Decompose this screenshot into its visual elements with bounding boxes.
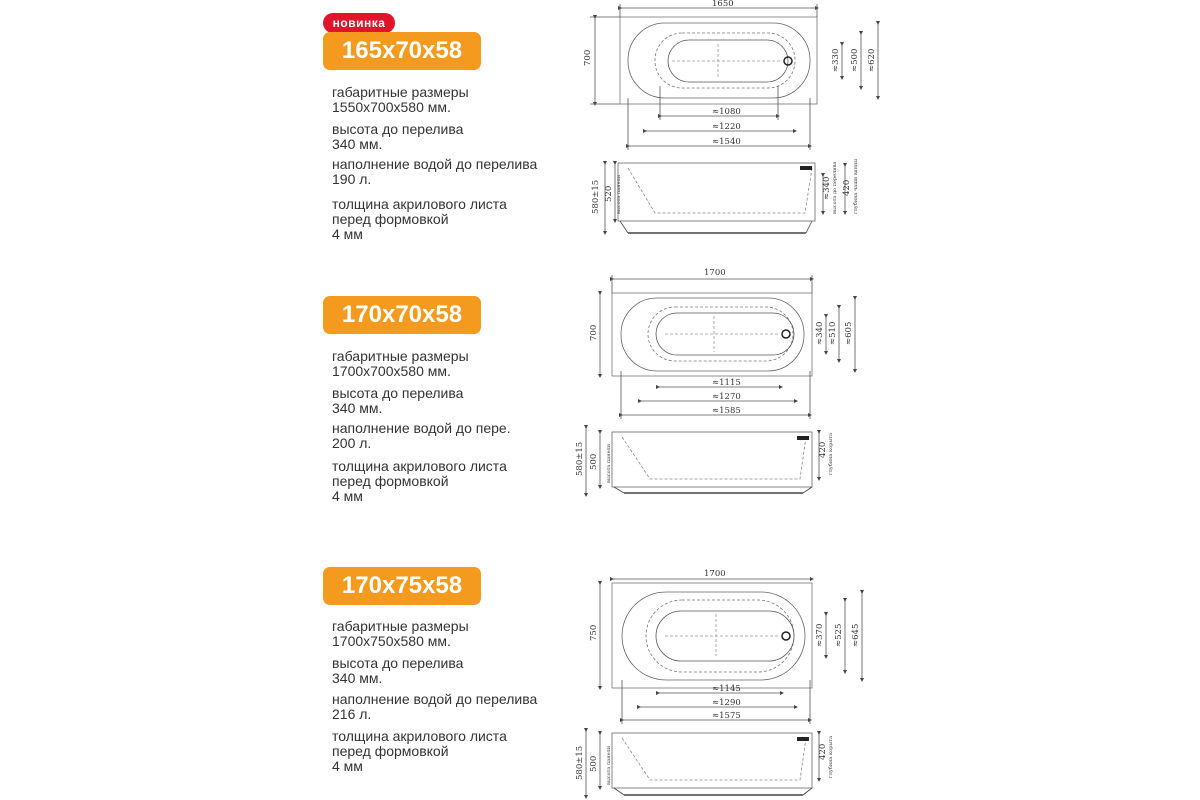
- spec-value: 4 мм: [332, 758, 363, 774]
- dimension-label: ≈645: [851, 623, 861, 647]
- spec-label: толщина акрилового листа: [332, 458, 507, 474]
- dim-length-3: 1700: [704, 569, 726, 579]
- dimension-label: ≈1585: [712, 406, 741, 416]
- spec-label: высота до перелива: [332, 655, 464, 671]
- spec-value: 340 мм.: [332, 670, 383, 686]
- spec-volume-2: [332, 421, 572, 451]
- spec-volume-3: [332, 692, 572, 722]
- spec-thickness-1: [332, 197, 572, 242]
- side-view-1: [591, 159, 859, 233]
- spec-value: 1700x700x580 мм.: [332, 363, 451, 379]
- dimension-label: ≈1220: [712, 122, 741, 132]
- side-view-3: [575, 730, 834, 797]
- spec-label: перед формовкой: [332, 473, 449, 489]
- dimension-label: 420: [842, 179, 852, 196]
- spec-value: 1550x700x580 мм.: [332, 99, 451, 115]
- spec-value: 200 л.: [332, 435, 372, 451]
- dimension-label: 500: [589, 453, 599, 470]
- dimension-label: ≈510: [828, 321, 838, 345]
- model-tag-1: 165x70x58: [323, 32, 481, 70]
- dimension-label: 580±15: [575, 745, 585, 780]
- dimension-label: ≈1080: [712, 107, 741, 117]
- dimension-label: высота панели: [606, 443, 612, 483]
- dim-width-3: 750: [589, 624, 599, 641]
- dimension-label: 520: [604, 185, 614, 202]
- dimension-label: ≈620: [867, 48, 877, 72]
- spec-label: перед формовкой: [332, 743, 449, 759]
- spec-label: высота до перелива: [332, 385, 464, 401]
- spec-label: толщина акрилового листа: [332, 728, 507, 744]
- spec-overflow-3: [332, 656, 572, 686]
- side-view-2: [575, 427, 834, 495]
- spec-value: 340 мм.: [332, 400, 383, 416]
- dimension-label: ≈1115: [712, 378, 741, 388]
- spec-label: наполнение водой до перелива: [332, 156, 538, 172]
- model-tag-3: 170x75x58: [323, 567, 481, 605]
- dimension-label: 500: [589, 755, 599, 772]
- technical-drawings: [560, 0, 880, 800]
- dimension-label: ≈340: [815, 321, 825, 345]
- spec-value: 4 мм: [332, 488, 363, 504]
- dimension-label: 580±15: [575, 441, 585, 476]
- spec-volume-1: [332, 157, 572, 187]
- dimension-label: ≈340: [822, 176, 832, 200]
- spec-label: высота до перелива: [332, 121, 464, 137]
- spec-value: 340 мм.: [332, 136, 383, 152]
- dimension-label: 580±15: [591, 179, 601, 214]
- top-view-3: [589, 569, 862, 724]
- dim-width-2: 700: [589, 324, 599, 341]
- model-tag-2: 170x70x58: [323, 296, 481, 334]
- dimension-label: ≈1270: [712, 392, 741, 402]
- dimension-label: ≈1145: [712, 684, 741, 694]
- spec-label: перед формовкой: [332, 211, 449, 227]
- spec-dimensions-3: [332, 619, 572, 649]
- dimension-label: высота до перелива: [832, 161, 838, 214]
- spec-thickness-3: [332, 729, 572, 774]
- dimension-label: 420: [818, 441, 828, 458]
- dimension-label: ≈370: [815, 623, 825, 647]
- dimension-label: ≈525: [834, 623, 844, 647]
- dimension-label: 420: [818, 743, 828, 760]
- dimension-label: глубина корыта: [828, 735, 834, 778]
- spec-value: 190 л.: [332, 171, 372, 187]
- dimension-label: ≈330: [831, 48, 841, 72]
- dimension-label: ≈1290: [712, 698, 741, 708]
- spec-value: 4 мм: [332, 226, 363, 242]
- spec-label: габаритные размеры: [332, 84, 469, 100]
- dimension-label: ≈1540: [712, 137, 741, 147]
- dimension-label: глубина корыта: [828, 432, 834, 475]
- spec-label: толщина акрилового листа: [332, 196, 507, 212]
- spec-overflow-2: [332, 386, 572, 416]
- top-view-2: [589, 268, 855, 419]
- dimension-label: ≈1575: [712, 711, 741, 721]
- dim-width-1: 700: [583, 49, 593, 66]
- dimension-label: высота панели: [616, 174, 622, 214]
- dimension-label: высота панели: [606, 745, 612, 785]
- spec-label: габаритные размеры: [332, 348, 469, 364]
- top-view-1: [583, 0, 878, 150]
- spec-value: 1700x750x580 мм.: [332, 633, 451, 649]
- spec-thickness-2: [332, 459, 572, 504]
- spec-dimensions-2: [332, 349, 572, 379]
- dimension-label: ≈605: [844, 321, 854, 345]
- dimension-label: глубина чаши ванны: [853, 158, 859, 214]
- spec-overflow-1: [332, 122, 572, 152]
- spec-value: 216 л.: [332, 706, 372, 722]
- new-badge: новинка: [323, 13, 395, 33]
- dim-length-1: 1650: [712, 0, 734, 9]
- dim-length-2: 1700: [704, 268, 726, 278]
- spec-label: габаритные размеры: [332, 618, 469, 634]
- spec-dimensions-1: [332, 85, 572, 115]
- spec-label: наполнение водой до перелива: [332, 691, 538, 707]
- dimension-label: ≈500: [850, 48, 860, 72]
- spec-label: наполнение водой до пере.: [332, 420, 511, 436]
